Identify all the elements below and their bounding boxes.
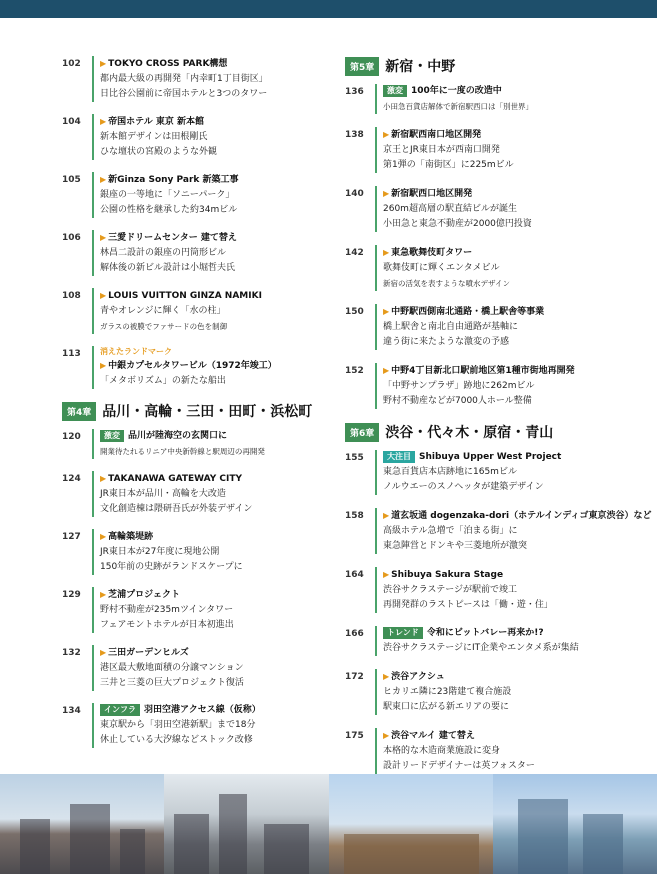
entry-description: 再開発群のラストピースは「働・遊・住」 <box>383 600 553 610</box>
entry-tag: 激変 <box>100 430 124 442</box>
entry-title-line <box>100 172 330 188</box>
page-number: 172 <box>345 672 364 682</box>
section-title: 品川・高輪・三田・田町・浜松町 <box>102 404 313 420</box>
entry-body <box>375 626 645 656</box>
entry-note: 新宿の活気を表すような噴水デザイン <box>383 279 510 288</box>
entry-body <box>92 288 330 334</box>
toc-entry <box>62 471 330 517</box>
toc-entry <box>62 645 330 691</box>
entry-title: 道玄坂通 dogenzaka-dori（ホテルインディゴ東京渋谷）など <box>391 511 652 521</box>
page-number: 150 <box>345 307 364 317</box>
entries-group-ginza <box>62 56 330 389</box>
page-number: 175 <box>345 731 364 741</box>
entry-note: 開業待たれるリニア中央新幹線と駅周辺の再開発 <box>100 447 265 456</box>
page-number: 127 <box>62 532 81 542</box>
page-number: 155 <box>345 453 364 463</box>
entry-description: 三井と三菱の巨大プロジェクト復活 <box>100 678 244 688</box>
entry-description: ひな壇状の宮殿のような外観 <box>100 147 218 157</box>
section-title: 渋谷・代々木・原宿・青山 <box>385 425 554 441</box>
entries-group-shibuya <box>345 450 652 774</box>
entry-tag: トレンド <box>383 627 423 639</box>
toc-entry <box>345 186 645 232</box>
section-title: 新宿・中野 <box>385 59 456 75</box>
entry-title-line <box>100 114 330 130</box>
entry-body <box>375 186 645 232</box>
triangle-marker-icon: ▶ <box>100 233 107 242</box>
triangle-marker-icon: ▶ <box>100 117 107 126</box>
toc-entry <box>62 56 330 102</box>
entry-title: 帝国ホテル 東京 新本館 <box>108 117 204 127</box>
triangle-marker-icon: ▶ <box>383 731 390 740</box>
entry-body <box>92 56 330 102</box>
entry-description: 文化創造棟は隈研吾氏が外装デザイン <box>100 504 253 514</box>
entry-body <box>92 529 330 575</box>
toc-entry <box>62 172 330 218</box>
toc-entry <box>345 626 645 656</box>
toc-entry <box>62 587 330 633</box>
page-number: 132 <box>62 648 81 658</box>
entry-title: 新Ginza Sony Park 新築工事 <box>108 175 239 185</box>
entry-title-line <box>100 703 330 718</box>
entry-description: JR東日本が品川・高輪を大改造 <box>100 489 226 499</box>
entry-description: 第1弾の「南街区」に225mビル <box>383 160 514 170</box>
toc-entry <box>345 304 645 350</box>
triangle-marker-icon: ▶ <box>100 590 107 599</box>
triangle-marker-icon: ▶ <box>383 511 390 520</box>
entry-title-line <box>383 728 645 744</box>
entry-description: 野村不動産などが7000人ホール整備 <box>383 396 532 406</box>
entry-body <box>375 669 645 715</box>
entry-description: フェアモントホテルが日本初進出 <box>100 620 234 630</box>
entry-description: 都内最大級の再開発「内幸町1丁目街区」 <box>100 74 268 84</box>
entry-description: 東急百貨店本店跡地に165mビル <box>383 467 517 477</box>
entry-description: 渋谷サクラステージにIT企業やエンタメ系が集結 <box>383 643 579 653</box>
page-number: 140 <box>345 189 364 199</box>
entry-description: 休止している大汐線などストック改修 <box>100 735 253 745</box>
entry-title: 中野駅西側南北通路・橋上駅舎等事業 <box>391 307 545 317</box>
page-number: 104 <box>62 117 81 127</box>
toc-entry <box>62 114 330 160</box>
right-column <box>345 56 652 787</box>
chapter-badge: 第4章 <box>62 402 96 421</box>
entry-title-line <box>383 363 645 379</box>
entry-body <box>92 645 330 691</box>
entry-title-line <box>100 471 330 487</box>
entry-description: 東急陣営とドンキや三菱地所が激突 <box>383 541 528 551</box>
entry-title-line <box>383 567 645 583</box>
entry-title-line <box>383 84 645 99</box>
entry-note: 小田急百貨店解体で新宿駅西口は「別世界」 <box>383 102 533 111</box>
entry-title-line <box>100 56 330 72</box>
entry-description: 高級ホテル急増で「泊まる街」に <box>383 526 518 536</box>
entry-title-line <box>100 529 330 545</box>
entry-description: 橋上駅舎と南北自由通路が基軸に <box>383 322 519 332</box>
page-number: 142 <box>345 248 364 258</box>
entry-title-line <box>383 669 645 685</box>
entry-description: 小田急と東急不動産が2000億円投資 <box>383 219 532 229</box>
page-number: 108 <box>62 291 81 301</box>
entry-body <box>92 172 330 218</box>
chapter-badge: 第6章 <box>345 423 379 442</box>
entry-title: 芝浦プロジェクト <box>108 590 180 600</box>
toc-entry <box>62 529 330 575</box>
page-number: 129 <box>62 590 81 600</box>
entry-title: 新宿駅西口地区開発 <box>391 189 473 199</box>
entry-body <box>375 304 645 350</box>
triangle-marker-icon: ▶ <box>383 307 390 316</box>
entry-body <box>375 508 652 554</box>
page-number: 120 <box>62 432 81 442</box>
page-number: 134 <box>62 706 81 716</box>
entry-description: JR東日本が27年度に現地公開 <box>100 547 220 557</box>
photo-strip <box>0 774 657 874</box>
toc-entry <box>345 450 645 495</box>
entry-description: 青やオレンジに輝く「水の柱」 <box>100 306 226 316</box>
entry-body <box>375 728 645 774</box>
entry-title-line <box>100 587 330 603</box>
entry-tag: 激変 <box>383 85 407 97</box>
entry-body <box>92 230 330 276</box>
toc-entry <box>62 346 330 389</box>
triangle-marker-icon: ▶ <box>383 248 390 257</box>
page-number: 124 <box>62 474 81 484</box>
entry-title: 三田ガーデンヒルズ <box>108 648 189 658</box>
entry-title: 100年に一度の改造中 <box>411 86 502 96</box>
entry-title-line <box>383 626 645 641</box>
page-number: 113 <box>62 349 81 359</box>
toc-entry <box>345 127 645 173</box>
entry-body <box>375 450 645 495</box>
page-number: 152 <box>345 366 364 376</box>
entry-body <box>92 114 330 160</box>
photo-city-skyline <box>164 774 328 874</box>
entry-description: 260m超高層の駅直結ビルが誕生 <box>383 204 517 214</box>
entry-title: 中野4丁目新北口駅前地区第1種市街地再開発 <box>391 366 575 376</box>
page-number: 138 <box>345 130 364 140</box>
page-number: 158 <box>345 511 364 521</box>
entry-title: 中銀カプセルタワービル（1972年竣工） <box>108 361 277 371</box>
toc-entry <box>345 84 645 114</box>
entry-title: 羽田空港アクセス線（仮称） <box>144 705 261 715</box>
entry-description: 歌舞伎町に輝くエンタメビル <box>383 263 500 273</box>
entry-description: 違う街に来たような激変の予感 <box>383 337 510 347</box>
entry-description: 東京駅から「羽田空港新駅」まで18分 <box>100 720 256 730</box>
entry-description: 新本館デザインは田根剛氏 <box>100 132 208 142</box>
entry-body <box>375 127 645 173</box>
entry-title-line <box>100 358 330 374</box>
page-number: 164 <box>345 570 364 580</box>
entries-group-shinjuku <box>345 84 645 409</box>
toc-entry <box>62 230 330 276</box>
entry-body <box>92 429 330 459</box>
entry-description: 林昌二設計の銀座の円筒形ビル <box>100 248 227 258</box>
entry-title: 渋谷アクシュ <box>391 672 445 682</box>
entry-title: 東急歌舞伎町タワー <box>391 248 473 258</box>
entry-title: 渋谷マルイ 建て替え <box>391 731 475 741</box>
entry-body <box>375 363 645 409</box>
section-6-heading <box>345 422 645 442</box>
triangle-marker-icon: ▶ <box>383 672 390 681</box>
entry-title: 三愛ドリームセンター 建て替え <box>108 233 237 243</box>
entry-title: 高輪築堤跡 <box>108 532 154 542</box>
entry-title: 新宿駅西南口地区開発 <box>391 130 482 140</box>
entry-title: TAKANAWA GATEWAY CITY <box>108 474 243 484</box>
entry-tag: インフラ <box>100 704 140 716</box>
toc-entry <box>345 508 652 554</box>
entry-body <box>92 703 330 748</box>
left-column <box>62 56 330 760</box>
toc-entry <box>62 429 330 459</box>
entry-description: 本格的な木造商業施設に変身 <box>383 746 501 756</box>
page-number: 102 <box>62 59 81 69</box>
entry-title-line <box>383 450 645 465</box>
entry-description: 銀座の一等地に「ソニーパーク」 <box>100 190 235 200</box>
entry-description: 解体後の新ビル設計は小堀哲夫氏 <box>100 263 236 273</box>
triangle-marker-icon: ▶ <box>383 189 390 198</box>
page-number: 105 <box>62 175 81 185</box>
entry-title-line <box>100 288 330 304</box>
entry-description: ノルウエーのスノヘッタが建築デザイン <box>383 482 544 492</box>
toc-entry <box>62 703 330 748</box>
toc-entry <box>345 245 645 291</box>
entry-body <box>92 471 330 517</box>
entry-body <box>92 346 330 389</box>
entry-description: 駅東口に広がる新エリアの要に <box>383 702 510 712</box>
entry-sublabel: 消えたランドマーク <box>100 347 172 356</box>
toc-entry <box>345 567 645 613</box>
entry-description: 京王とJR東日本が西南口開発 <box>383 145 500 155</box>
triangle-marker-icon: ▶ <box>100 474 107 483</box>
entry-title-line <box>100 429 330 444</box>
entry-title-line <box>383 186 645 202</box>
triangle-marker-icon: ▶ <box>100 59 107 68</box>
entry-body <box>375 567 645 613</box>
entry-title-line <box>383 304 645 320</box>
entry-description: ヒカリエ隣に23階建て複合施設 <box>383 687 512 697</box>
triangle-marker-icon: ▶ <box>100 291 107 300</box>
triangle-marker-icon: ▶ <box>383 366 390 375</box>
triangle-marker-icon: ▶ <box>383 130 390 139</box>
photo-station-building <box>329 774 493 874</box>
triangle-marker-icon: ▶ <box>383 570 390 579</box>
triangle-marker-icon: ▶ <box>100 648 107 657</box>
toc-entry <box>62 288 330 334</box>
page-number: 136 <box>345 87 364 97</box>
top-header-bar <box>0 0 657 18</box>
toc-entry <box>345 363 645 409</box>
entry-title-line <box>383 245 645 261</box>
toc-entry <box>345 728 645 774</box>
photo-construction-site <box>0 774 164 874</box>
entries-group-shinagawa <box>62 429 330 748</box>
page-number: 166 <box>345 629 364 639</box>
entry-description: 渋谷サクラステージが駅前で竣工 <box>383 585 518 595</box>
entry-body <box>375 245 645 291</box>
entry-description: 野村不動産が235mツインタワー <box>100 605 234 615</box>
entry-description: 日比谷公園前に帝国ホテルと3つのタワー <box>100 89 268 99</box>
section-4-heading <box>62 401 330 421</box>
photo-office-towers <box>493 774 657 874</box>
triangle-marker-icon: ▶ <box>100 361 107 370</box>
entry-title: 令和にビットバレー再来か!? <box>426 628 544 638</box>
entry-tag: 大注目 <box>383 451 415 463</box>
entry-title: Shibuya Sakura Stage <box>391 570 504 580</box>
entry-title-line <box>383 127 645 143</box>
entry-body <box>92 587 330 633</box>
triangle-marker-icon: ▶ <box>100 175 107 184</box>
entry-description: 設計リードデザイナーは英フォスター <box>383 761 535 771</box>
entry-title: Shibuya Upper West Project <box>419 452 562 462</box>
entry-title: LOUIS VUITTON GINZA NAMIKI <box>108 291 262 301</box>
entry-title-line <box>383 508 652 524</box>
chapter-badge: 第5章 <box>345 57 379 76</box>
entry-title: TOKYO CROSS PARK構想 <box>108 59 228 69</box>
entry-description: 「メタボリズム」の新たな船出 <box>100 376 226 386</box>
entry-body <box>375 84 645 114</box>
section-5-heading <box>345 56 645 76</box>
entry-title-line <box>100 645 330 661</box>
entry-title-line <box>100 230 330 246</box>
entry-note: ガラスの被膜でファサードの色を制御 <box>100 322 228 331</box>
page-number: 106 <box>62 233 81 243</box>
entry-description: 150年前の史跡がランドスケープに <box>100 562 243 572</box>
entry-description: 「中野サンプラザ」跡地に262mビル <box>383 381 535 391</box>
triangle-marker-icon: ▶ <box>100 532 107 541</box>
entry-description: 港区最大敷地面積の分譲マンション <box>100 663 244 673</box>
entry-title: 品川が陸海空の玄関口に <box>128 431 228 441</box>
entry-description: 公園の性格を継承した約34mビル <box>100 205 238 215</box>
toc-entry <box>345 669 645 715</box>
